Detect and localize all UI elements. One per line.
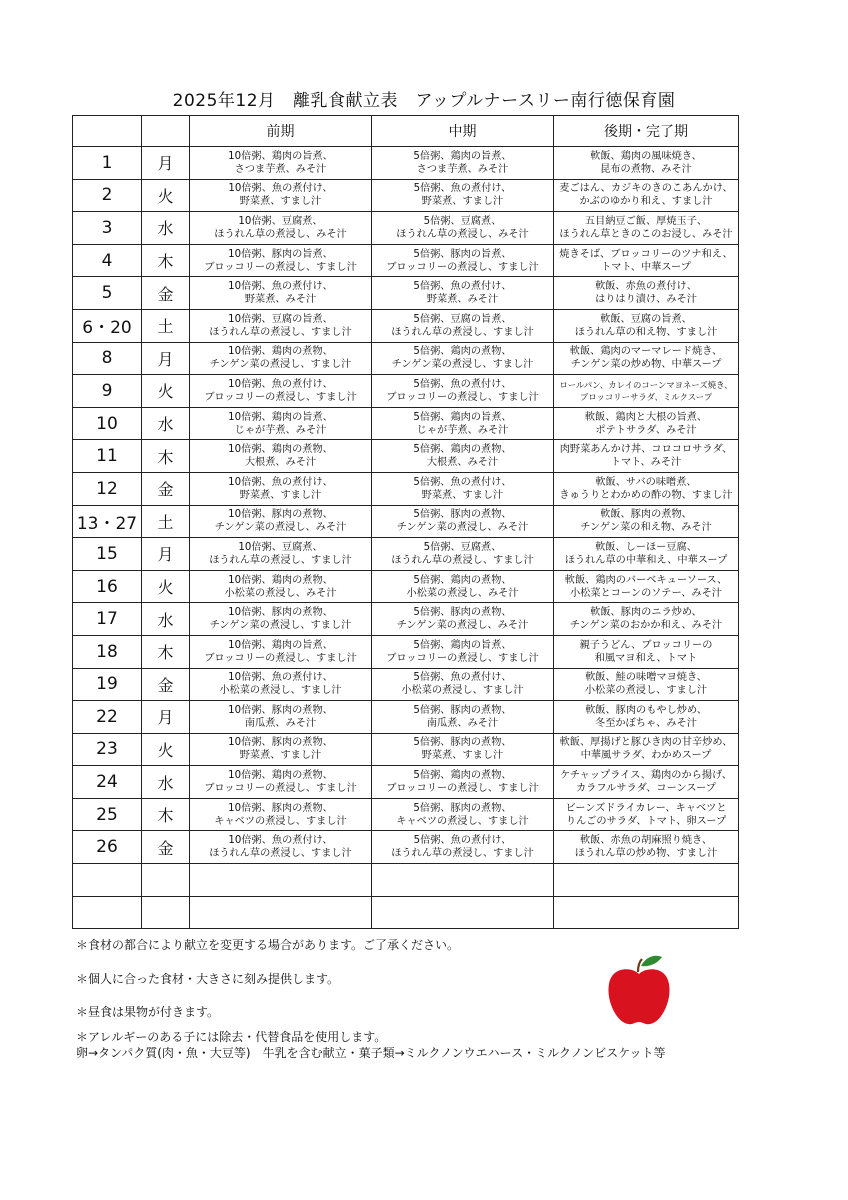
table-row	[73, 244, 739, 277]
meal-line: ブロッコリーの煮浸し、すまし汁	[386, 261, 539, 273]
day-cell: 5	[73, 277, 142, 310]
table-row	[73, 896, 739, 929]
meal-line: 肉野菜あんかけ丼、コロコロサラダ、	[559, 444, 733, 456]
late-meal-cell	[554, 538, 739, 571]
meal-line: 10倍粥、鶏肉の煮物、	[228, 574, 333, 586]
meal-line: 10倍粥、魚の煮付け、	[228, 476, 333, 488]
late-meal-cell	[554, 701, 739, 734]
meal-line: キャベツの煮浸し、すまし汁	[214, 815, 347, 827]
mid-meal-cell	[372, 896, 554, 929]
meal-line: ブロッコリーの煮浸し、すまし汁	[386, 391, 539, 403]
early-meal-cell	[190, 733, 372, 766]
meal-line: 麦ごはん、カジキのきのこあんかけ、	[559, 183, 733, 195]
weekday-cell: 金	[142, 831, 190, 864]
meal-line: 5倍粥、魚の煮付け、	[413, 672, 512, 684]
header-late: 後期・完了期	[554, 116, 739, 147]
meal-line: ほうれん草の中華和え、中華スープ	[564, 554, 728, 566]
mid-meal-cell	[372, 407, 554, 440]
meal-line: りんごのサラダ、トマト、卵スープ	[565, 815, 727, 827]
mid-meal-cell	[372, 864, 554, 897]
meal-line: 10倍粥、魚の煮付け、	[228, 281, 333, 293]
note-menu-change: ＊食材の都合により献立を変更する場合があります。ご了承ください。	[76, 938, 460, 952]
weekday-cell	[142, 896, 190, 929]
meal-line: 焼きそば、ブロッコリーのツナ和え、	[559, 248, 733, 260]
apple-leaf	[641, 956, 662, 966]
meal-line: ブロッコリーの煮浸し、すまし汁	[204, 783, 357, 795]
early-meal-cell	[190, 635, 372, 668]
weekday-cell: 木	[142, 798, 190, 831]
meal-line: ポテトサラダ、みそ汁	[595, 424, 697, 436]
weekday-cell: 火	[142, 179, 190, 212]
meal-line: 5倍粥、鶏肉の旨煮、	[413, 411, 512, 423]
day-cell: 1	[73, 147, 142, 180]
mid-meal-cell	[372, 277, 554, 310]
weekday-cell: 金	[142, 277, 190, 310]
early-meal-cell	[190, 407, 372, 440]
mid-meal-cell	[372, 831, 554, 864]
meal-line: トマト、みそ汁	[610, 457, 682, 469]
meal-line: 5倍粥、魚の煮付け、	[413, 835, 512, 847]
day-cell: 9	[73, 375, 142, 408]
meal-line: 軟飯、厚揚げと豚ひき肉の甘辛炒め、	[559, 737, 733, 749]
meal-line: 軟飯、豆腐の旨煮、	[600, 313, 692, 325]
weekday-cell: 金	[142, 668, 190, 701]
header-weekday	[142, 116, 190, 147]
meal-line: 5倍粥、魚の煮付け、	[413, 378, 512, 390]
meal-line: 小松菜の煮浸し、すまし汁	[219, 685, 342, 697]
meal-line: ほうれん草の煮浸し、すまし汁	[391, 554, 534, 566]
note-portion: ＊個人に合った食材・大きさに刻み提供します。	[76, 972, 340, 986]
late-meal-cell	[554, 896, 739, 929]
apple-body	[608, 969, 669, 1024]
mid-meal-cell	[372, 701, 554, 734]
meal-line: 5倍粥、豆腐の旨煮、	[413, 313, 512, 325]
early-meal-cell	[190, 603, 372, 636]
day-cell: 13・27	[73, 505, 142, 538]
mid-meal-cell	[372, 472, 554, 505]
meal-line: 軟飯、豚肉のもやし炒め、	[585, 704, 707, 716]
apple-icon	[604, 952, 674, 1026]
meal-line: 10倍粥、豆腐の旨煮、	[228, 313, 333, 325]
mid-meal-cell	[372, 733, 554, 766]
early-meal-cell	[190, 668, 372, 701]
early-meal-cell	[190, 896, 372, 929]
meal-line: 10倍粥、豚肉の煮物、	[228, 607, 333, 619]
meal-line: ブロッコリーの煮浸し、すまし汁	[204, 652, 357, 664]
day-cell: 15	[73, 538, 142, 571]
menu-table	[72, 115, 739, 929]
weekday-cell: 月	[142, 538, 190, 571]
meal-line: 軟飯、サバの味噌煮、	[595, 476, 697, 488]
meal-line: 5倍粥、鶏肉の旨煮、	[413, 639, 512, 651]
meal-line: 南瓜煮、みそ汁	[244, 717, 317, 729]
day-cell: 8	[73, 342, 142, 375]
weekday-cell: 水	[142, 603, 190, 636]
table-row	[73, 277, 739, 310]
table-row	[73, 472, 739, 505]
meal-line: 野菜煮、すまし汁	[421, 196, 504, 208]
meal-line: 10倍粥、鶏肉の煮物、	[228, 444, 333, 456]
late-meal-cell	[554, 472, 739, 505]
table-row	[73, 733, 739, 766]
weekday-cell: 土	[142, 505, 190, 538]
header-early: 前期	[190, 116, 372, 147]
meal-line: 5倍粥、豚肉の煮物、	[413, 737, 512, 749]
meal-line: 野菜煮、すまし汁	[239, 489, 322, 501]
mid-meal-cell	[372, 244, 554, 277]
late-meal-cell	[554, 570, 739, 603]
meal-line: 軟飯、豚肉のニラ炒め、	[590, 607, 702, 619]
meal-line: 小松菜の煮浸し、すまし汁	[584, 685, 708, 697]
meal-line: 5倍粥、魚の煮付け、	[413, 476, 512, 488]
day-cell: 26	[73, 831, 142, 864]
meal-line: 中華風サラダ、わかめスープ	[580, 750, 712, 762]
late-meal-cell	[554, 635, 739, 668]
table-row	[73, 570, 739, 603]
note-substitutes: 卵→タンパク質(肉・魚・大豆等) 牛乳を含む献立・菓子類→ミルクノンウエハース・ミルクノンビスケット等	[76, 1046, 666, 1060]
meal-line: ほうれん草の煮浸し、みそ汁	[396, 228, 529, 240]
meal-line: チンゲン菜の煮浸し、みそ汁	[396, 522, 529, 534]
mid-meal-cell	[372, 212, 554, 245]
meal-line: 大根煮、みそ汁	[244, 457, 317, 469]
weekday-cell: 月	[142, 147, 190, 180]
meal-line: 10倍粥、豚肉の煮物、	[228, 802, 333, 814]
meal-line: ほうれん草の煮浸し、すまし汁	[209, 326, 352, 338]
meal-line: じゃが芋煮、みそ汁	[416, 424, 509, 436]
day-cell: 23	[73, 733, 142, 766]
meal-line: 南瓜煮、みそ汁	[426, 717, 499, 729]
meal-line: 野菜煮、すまし汁	[421, 750, 504, 762]
meal-line: チンゲン菜の煮浸し、すまし汁	[209, 359, 352, 371]
day-cell: 25	[73, 798, 142, 831]
meal-line: はりはり漬け、みそ汁	[595, 294, 697, 306]
late-meal-cell	[554, 277, 739, 310]
day-cell	[73, 864, 142, 897]
day-cell: 16	[73, 570, 142, 603]
early-meal-cell	[190, 472, 372, 505]
day-cell: 18	[73, 635, 142, 668]
table-row	[73, 440, 739, 473]
table-row	[73, 505, 739, 538]
weekday-cell: 火	[142, 570, 190, 603]
mid-meal-cell	[372, 147, 554, 180]
meal-line: 軟飯、鶏肉の風味焼き、	[590, 150, 702, 162]
meal-line: 軟飯、豚肉の煮物、	[600, 509, 692, 521]
weekday-cell: 金	[142, 472, 190, 505]
meal-line: 五目納豆ご飯、厚焼玉子、	[584, 215, 708, 227]
meal-line: 小松菜の煮浸し、みそ汁	[406, 587, 519, 599]
weekday-cell: 水	[142, 407, 190, 440]
meal-line: 5倍粥、鶏肉の煮物、	[413, 770, 512, 782]
mid-meal-cell	[372, 635, 554, 668]
weekday-cell: 月	[142, 701, 190, 734]
day-cell: 3	[73, 212, 142, 245]
weekday-cell: 木	[142, 440, 190, 473]
day-cell: 19	[73, 668, 142, 701]
late-meal-cell	[554, 505, 739, 538]
meal-line: ブロッコリーの煮浸し、すまし汁	[204, 391, 357, 403]
late-meal-cell	[554, 375, 739, 408]
day-cell	[73, 896, 142, 929]
meal-line: チンゲン菜の和え物、みそ汁	[580, 522, 712, 534]
meal-line: 軟飯、鶏肉のマーマレード焼き、	[569, 346, 723, 358]
early-meal-cell	[190, 766, 372, 799]
mid-meal-cell	[372, 375, 554, 408]
meal-line: ほうれん草の煮浸し、すまし汁	[391, 326, 534, 338]
late-meal-cell	[554, 212, 739, 245]
meal-line: じゃが芋煮、みそ汁	[234, 424, 327, 436]
meal-line: 10倍粥、魚の煮付け、	[228, 835, 333, 847]
meal-line: トマト、中華スープ	[601, 261, 691, 273]
note-allergy: ＊アレルギーのある子には除去・代替食品を使用します。	[76, 1030, 387, 1044]
meal-line: 5倍粥、豆腐煮、	[423, 215, 502, 227]
early-meal-cell	[190, 147, 372, 180]
meal-line: チンゲン菜の煮浸し、すまし汁	[391, 359, 534, 371]
meal-line: ロールパン、カレイのコーンマヨネーズ焼き、	[559, 379, 733, 390]
note-fruit: ＊昼食は果物が付きます。	[76, 1005, 220, 1019]
meal-line: かぶのゆかり和え、すまし汁	[579, 196, 713, 208]
meal-line: 10倍粥、豆腐煮、	[238, 215, 323, 227]
weekday-cell: 火	[142, 733, 190, 766]
header-row	[73, 116, 739, 147]
early-meal-cell	[190, 864, 372, 897]
table-row	[73, 538, 739, 571]
meal-line: 10倍粥、豚肉の煮物、	[228, 704, 333, 716]
late-meal-cell	[554, 440, 739, 473]
meal-line: 小松菜とコーンのソテー、みそ汁	[570, 587, 722, 599]
meal-line: 5倍粥、魚の煮付け、	[413, 281, 512, 293]
meal-line: 10倍粥、魚の煮付け、	[228, 183, 333, 195]
meal-line: チンゲン菜の煮浸し、みそ汁	[396, 620, 529, 632]
early-meal-cell	[190, 277, 372, 310]
day-cell: 24	[73, 766, 142, 799]
meal-line: 野菜煮、すまし汁	[421, 489, 504, 501]
meal-line: 5倍粥、鶏肉の煮物、	[413, 574, 512, 586]
day-cell: 11	[73, 440, 142, 473]
meal-line: ブロッコリーの煮浸し、すまし汁	[204, 261, 357, 273]
meal-line: 5倍粥、豚肉の煮物、	[413, 704, 512, 716]
early-meal-cell	[190, 212, 372, 245]
early-meal-cell	[190, 375, 372, 408]
table-row	[73, 635, 739, 668]
table-row	[73, 179, 739, 212]
meal-line: 5倍粥、鶏肉の煮物、	[413, 346, 512, 358]
meal-line: ほうれん草の煮浸し、すまし汁	[209, 848, 352, 860]
early-meal-cell	[190, 309, 372, 342]
late-meal-cell	[554, 244, 739, 277]
table-row	[73, 147, 739, 180]
table-row	[73, 864, 739, 897]
late-meal-cell	[554, 603, 739, 636]
day-cell: 12	[73, 472, 142, 505]
late-meal-cell	[554, 668, 739, 701]
table-row	[73, 342, 739, 375]
mid-meal-cell	[372, 603, 554, 636]
meal-line: ほうれん草の煮浸し、すまし汁	[209, 554, 352, 566]
meal-line: ほうれん草ときのこのお浸し、みそ汁	[559, 228, 733, 240]
late-meal-cell	[554, 798, 739, 831]
meal-line: 10倍粥、豚肉の煮物、	[228, 509, 333, 521]
meal-line: 軟飯、しーほー豆腐、	[595, 541, 697, 553]
meal-line: 5倍粥、豚肉の煮物、	[413, 607, 512, 619]
mid-meal-cell	[372, 179, 554, 212]
early-meal-cell	[190, 342, 372, 375]
day-cell: 10	[73, 407, 142, 440]
meal-line: ブロッコリーサラダ、ミルクスープ	[579, 391, 713, 402]
page-title: 2025年12月 離乳食献立表 アップルナースリー南行徳保育園	[172, 91, 676, 111]
meal-line: ブロッコリーの煮浸し、すまし汁	[386, 783, 539, 795]
meal-line: 野菜煮、すまし汁	[239, 750, 322, 762]
table-row	[73, 212, 739, 245]
meal-line: ほうれん草の炒め物、すまし汁	[574, 848, 718, 860]
table-row	[73, 701, 739, 734]
meal-line: 10倍粥、魚の煮付け、	[228, 378, 333, 390]
meal-line: 小松菜の煮浸し、すまし汁	[401, 685, 524, 697]
weekday-cell: 木	[142, 244, 190, 277]
early-meal-cell	[190, 440, 372, 473]
table-row	[73, 309, 739, 342]
meal-line: 10倍粥、鶏肉の旨煮、	[228, 639, 333, 651]
late-meal-cell	[554, 733, 739, 766]
meal-line: チンゲン菜の煮浸し、みそ汁	[214, 522, 347, 534]
mid-meal-cell	[372, 440, 554, 473]
weekday-cell	[142, 864, 190, 897]
meal-line: 小松菜の煮浸し、みそ汁	[224, 587, 337, 599]
early-meal-cell	[190, 798, 372, 831]
header-mid: 中期	[372, 116, 554, 147]
meal-line: 和風マヨ和え、トマト	[594, 652, 698, 664]
weekday-cell: 月	[142, 342, 190, 375]
meal-line: キャベツの煮浸し、すまし汁	[396, 815, 529, 827]
early-meal-cell	[190, 538, 372, 571]
meal-line: ほうれん草の和え物、すまし汁	[574, 326, 718, 338]
mid-meal-cell	[372, 570, 554, 603]
meal-line: 大根煮、みそ汁	[426, 457, 499, 469]
weekday-cell: 木	[142, 635, 190, 668]
meal-line: 10倍粥、魚の煮付け、	[228, 672, 333, 684]
mid-meal-cell	[372, 309, 554, 342]
table-row	[73, 798, 739, 831]
day-cell: 22	[73, 701, 142, 734]
late-meal-cell	[554, 147, 739, 180]
weekday-cell: 水	[142, 766, 190, 799]
mid-meal-cell	[372, 342, 554, 375]
mid-meal-cell	[372, 505, 554, 538]
meal-line: 10倍粥、鶏肉の旨煮、	[228, 411, 333, 423]
meal-line: ビーンズドライカレー、キャベツと	[565, 802, 727, 814]
meal-line: ケチャップライス、鶏肉のから揚げ、	[560, 770, 732, 782]
meal-line: 5倍粥、豚肉の煮物、	[413, 509, 512, 521]
meal-line: 親子うどん、ブロッコリーの	[579, 639, 713, 651]
meal-line: 10倍粥、鶏肉の煮物、	[228, 770, 333, 782]
meal-line: 10倍粥、豚肉の旨煮、	[228, 248, 333, 260]
table-row	[73, 407, 739, 440]
header-day	[73, 116, 142, 147]
meal-line: 軟飯、鮭の味噌マヨ焼き、	[585, 672, 707, 684]
late-meal-cell	[554, 766, 739, 799]
meal-line: 5倍粥、豚肉の煮物、	[413, 802, 512, 814]
weekday-cell: 水	[142, 212, 190, 245]
table-row	[73, 375, 739, 408]
day-cell: 6・20	[73, 309, 142, 342]
meal-line: 10倍粥、豚肉の煮物、	[228, 737, 333, 749]
mid-meal-cell	[372, 538, 554, 571]
meal-line: さつま芋煮、みそ汁	[234, 163, 327, 175]
late-meal-cell	[554, 309, 739, 342]
weekday-cell: 土	[142, 309, 190, 342]
meal-line: 5倍粥、魚の煮付け、	[413, 183, 512, 195]
meal-line: 軟飯、鶏肉と大根の旨煮、	[584, 411, 708, 423]
meal-line: チンゲン菜の煮浸し、すまし汁	[209, 620, 352, 632]
early-meal-cell	[190, 179, 372, 212]
meal-line: カラフルサラダ、コーンスープ	[576, 783, 716, 795]
meal-line: 野菜煮、みそ汁	[426, 294, 499, 306]
early-meal-cell	[190, 570, 372, 603]
late-meal-cell	[554, 342, 739, 375]
day-cell: 2	[73, 179, 142, 212]
early-meal-cell	[190, 244, 372, 277]
day-cell: 17	[73, 603, 142, 636]
meal-line: 冬至かぼちゃ、みそ汁	[595, 717, 697, 729]
meal-line: 10倍粥、豆腐煮、	[238, 541, 323, 553]
meal-line: 軟飯、赤魚の煮付け、	[595, 281, 697, 293]
meal-line: 昆布の煮物、みそ汁	[600, 163, 692, 175]
meal-line: 軟飯、赤魚の胡麻照り焼き、	[579, 835, 713, 847]
meal-line: 5倍粥、豆腐煮、	[423, 541, 502, 553]
meal-line: 軟飯、鶏肉のバーベキューソース、	[564, 574, 728, 586]
meal-line: 野菜煮、みそ汁	[244, 294, 317, 306]
table-row	[73, 668, 739, 701]
meal-line: きゅうりとわかめの酢の物、すまし汁	[559, 489, 733, 501]
meal-line: ほうれん草の煮浸し、すまし汁	[391, 848, 534, 860]
late-meal-cell	[554, 407, 739, 440]
meal-line: チンゲン菜のおかか和え、みそ汁	[569, 620, 723, 632]
mid-meal-cell	[372, 798, 554, 831]
mid-meal-cell	[372, 766, 554, 799]
meal-line: 10倍粥、鶏肉の煮物、	[228, 346, 333, 358]
meal-line: チンゲン菜の炒め物、中華スープ	[570, 359, 722, 371]
late-meal-cell	[554, 831, 739, 864]
meal-line: 5倍粥、豚肉の旨煮、	[413, 248, 512, 260]
weekday-cell: 火	[142, 375, 190, 408]
mid-meal-cell	[372, 668, 554, 701]
meal-line: 10倍粥、鶏肉の旨煮、	[228, 150, 333, 162]
meal-line: ほうれん草の煮浸し、みそ汁	[214, 228, 347, 240]
meal-line: 野菜煮、すまし汁	[239, 196, 322, 208]
day-cell: 4	[73, 244, 142, 277]
meal-line: 5倍粥、鶏肉の旨煮、	[413, 150, 512, 162]
table-row	[73, 603, 739, 636]
meal-line: ブロッコリーの煮浸し、すまし汁	[386, 652, 539, 664]
meal-line: 5倍粥、鶏肉の煮物、	[413, 444, 512, 456]
table-row	[73, 766, 739, 799]
table-row	[73, 831, 739, 864]
late-meal-cell	[554, 864, 739, 897]
early-meal-cell	[190, 505, 372, 538]
late-meal-cell	[554, 179, 739, 212]
meal-line: さつま芋煮、みそ汁	[416, 163, 509, 175]
early-meal-cell	[190, 701, 372, 734]
early-meal-cell	[190, 831, 372, 864]
